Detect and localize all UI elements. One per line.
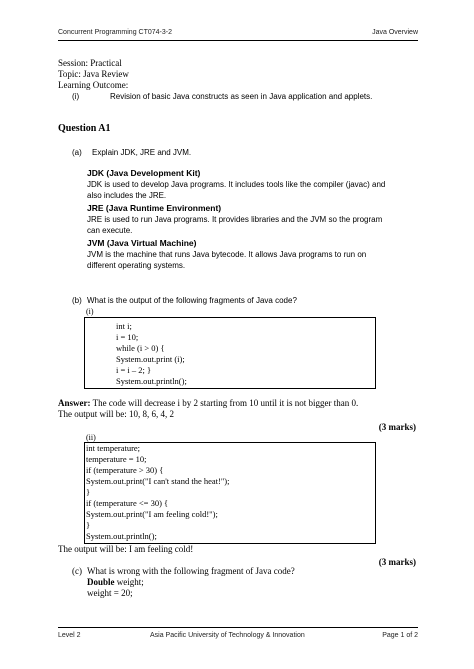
code-ii-line-7: System.out.print("I am feeling cold!"); [86, 509, 218, 519]
answer-i [58, 398, 358, 408]
code-ii-line-8: } [86, 520, 91, 530]
variable-declaration: weight; [114, 577, 144, 587]
code-ii-line-9: System.out.println(); [86, 531, 157, 541]
marks-ii: (3 marks) [378, 557, 416, 567]
part-c-code-line-1 [87, 577, 144, 587]
answer-text: The code will decrease i by 2 starting from 10 until it is not bigger than 0. [90, 398, 359, 408]
code-i-line-6: System.out.println(); [116, 376, 187, 386]
code-ii-line-3: if (temperature > 30) { [86, 465, 164, 475]
jdk-line-2: also includes the JRE. [87, 191, 167, 200]
session-line: Session: Practical [58, 58, 122, 68]
header-course: Concurrent Programming CT074-3-2 [58, 29, 172, 36]
output-ii: The output will be: I am feeling cold! [58, 544, 194, 554]
part-a-number: (a) [72, 148, 82, 157]
footer-rule [58, 627, 418, 628]
code-i-line-3: while (i > 0) { [116, 343, 165, 353]
answer-label: Answer: [58, 398, 91, 408]
topic-line: Topic: Java Review [58, 69, 129, 79]
footer-level: Level 2 [58, 632, 81, 639]
header-rule [58, 40, 418, 41]
jvm-line-1: JVM is the machine that runs Java bytecode. It allows Java programs to run on [87, 250, 367, 259]
code-ii-line-5: } [86, 487, 91, 497]
jvm-heading: JVM (Java Virtual Machine) [87, 238, 197, 248]
code-i-line-5: i = i – 2; } [116, 365, 152, 375]
part-b-prompt: What is the output of the following fragments of Java code? [87, 296, 297, 305]
jre-line-2: can execute. [87, 226, 133, 235]
code-ii-line-6: if (temperature <= 30) { [86, 498, 169, 508]
code-ii-line-4: System.out.print("I can't stand the heat!"); [86, 476, 230, 486]
marks-i: (3 marks) [378, 422, 416, 432]
code-i-line-2: i = 10; [116, 332, 139, 342]
part-c-prompt: What is wrong with the following fragment of Java code? [87, 566, 295, 576]
part-a-prompt: Explain JDK, JRE and JVM. [92, 148, 192, 157]
code-i-line-4: System.out.print (i); [116, 354, 185, 364]
jdk-heading: JDK (Java Development Kit) [87, 168, 201, 178]
outcome-text: Revision of basic Java constructs as seen in Java application and applets. [110, 92, 373, 101]
jvm-line-2: different operating systems. [87, 261, 186, 270]
question-title: Question A1 [58, 123, 111, 134]
header-topic: Java Overview [372, 29, 418, 36]
learning-outcome-label: Learning Outcome: [58, 80, 129, 90]
footer-page-number: Page 1 of 2 [382, 632, 418, 639]
code-box-i-label: (i) [86, 307, 94, 316]
jre-heading: JRE (Java Runtime Environment) [87, 203, 222, 213]
jdk-line-1: JDK is used to develop Java programs. It includes tools like the compiler (javac) and [87, 180, 386, 189]
code-box-ii-label: (ii) [86, 433, 96, 442]
outcome-number: (i) [72, 92, 80, 101]
footer-university: Asia Pacific University of Technology & Innovation [150, 632, 305, 639]
type-keyword: Double [87, 577, 115, 587]
output-i: The output will be: 10, 8, 6, 4, 2 [58, 409, 174, 419]
code-i-line-1: int i; [116, 321, 132, 331]
part-b-number: (b) [72, 296, 82, 305]
part-c-number: (c) [72, 566, 82, 576]
part-c-code-line-2: weight = 20; [87, 588, 133, 598]
code-ii-line-1: int temperature; [86, 443, 141, 453]
jre-line-1: JRE is used to run Java programs. It provides libraries and the JVM so the program [87, 215, 383, 224]
code-ii-line-2: temperature = 10; [86, 454, 147, 464]
